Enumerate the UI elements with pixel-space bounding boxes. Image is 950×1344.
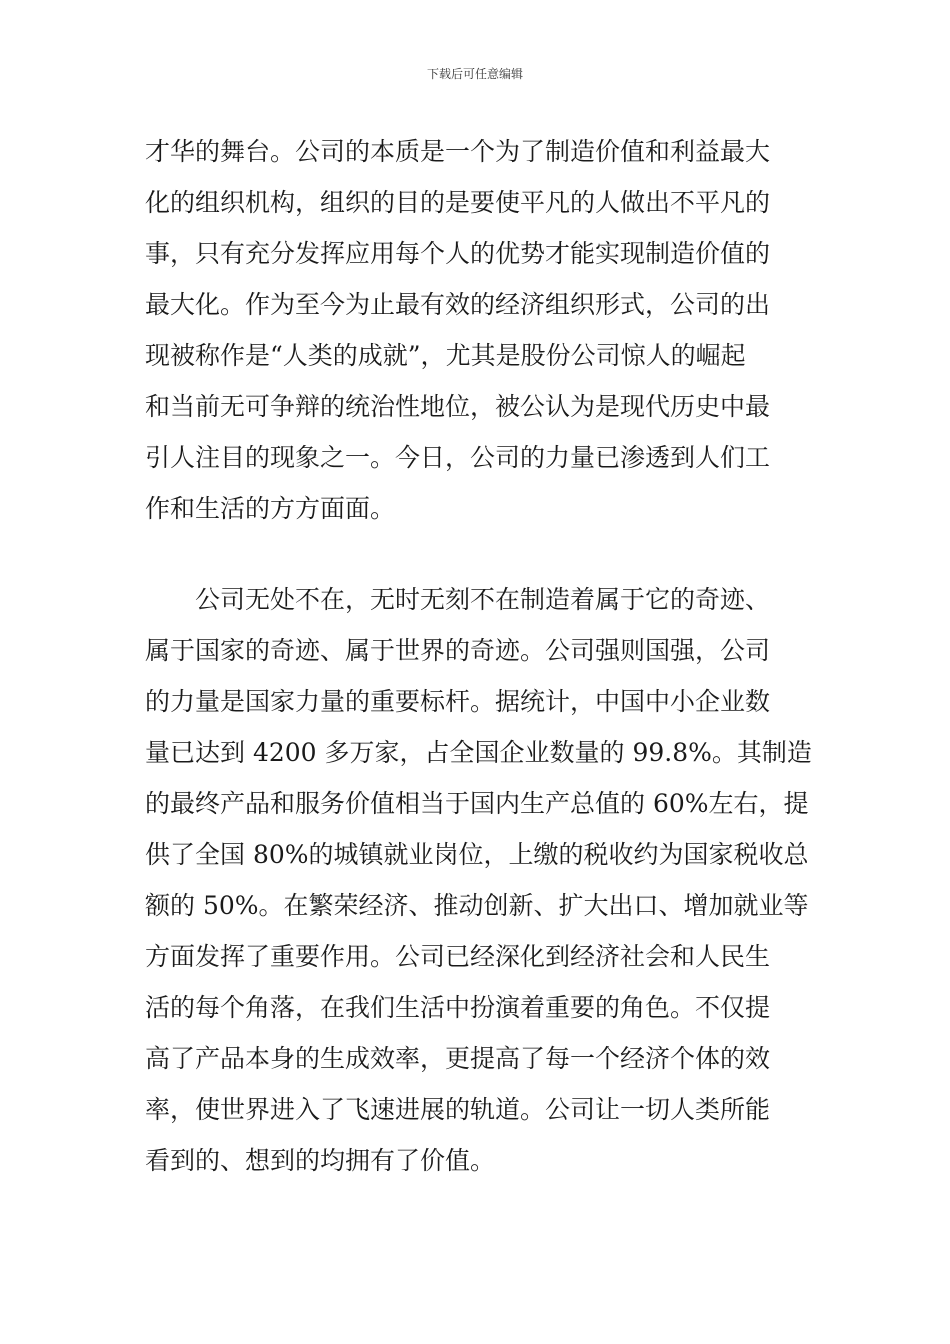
text-line: 才华的舞台。公司的本质是一个为了制造价值和利益最大 bbox=[145, 137, 771, 166]
text-line: 属于国家的奇迹、属于世界的奇迹。公司强则国强，公司 bbox=[145, 636, 771, 665]
text-line: 高了产品本身的生成效率，更提高了每一个经济个体的效 bbox=[145, 1044, 771, 1073]
text-line: 和当前无可争辩的统治性地位，被公认为是现代历史中最 bbox=[145, 392, 771, 421]
text-line: 活的每个角落，在我们生活中扮演着重要的角色。不仅提 bbox=[145, 993, 771, 1022]
text-line: 事，只有充分发挥应用每个人的优势才能实现制造价值的 bbox=[145, 239, 771, 268]
text-line: 看到的、想到的均拥有了价值。 bbox=[145, 1146, 496, 1175]
text-line: 化的组织机构，组织的目的是要使平凡的人做出不平凡的 bbox=[145, 188, 771, 217]
text-line: 最大化。作为至今为止最有效的经济组织形式，公司的出 bbox=[145, 290, 771, 319]
page-header: 下载后可任意编辑 bbox=[426, 67, 523, 81]
paragraph-2 bbox=[145, 574, 810, 1186]
text-line: 的最终产品和服务价值相当于国内生产总值的 60%左右，提 bbox=[145, 789, 809, 818]
text-line: 引人注目的现象之一。今日，公司的力量已渗透到人们工 bbox=[145, 443, 771, 472]
text-line: 公司无处不在，无时无刻不在制造着属于它的奇迹、 bbox=[195, 585, 771, 614]
paragraph-1 bbox=[145, 126, 810, 534]
text-line: 的力量是国家力量的重要标杆。据统计，中国中小企业数 bbox=[145, 687, 771, 716]
text-line: 供了全国 80%的城镇就业岗位，上缴的税收约为国家税收总 bbox=[145, 840, 809, 869]
text-line: 率，使世界进入了飞速进展的轨道。公司让一切人类所能 bbox=[145, 1095, 771, 1124]
text-line: 额的 50%。在繁荣经济、推动创新、扩大出口、增加就业等 bbox=[145, 891, 809, 920]
text-line: 方面发挥了重要作用。公司已经深化到经济社会和人民生 bbox=[145, 942, 771, 971]
text-line: 量已达到 4200 多万家，占全国企业数量的 99.8%。其制造 bbox=[145, 738, 812, 767]
text-line: 现被称作是“人类的成就”，尤其是股份公司惊人的崛起 bbox=[145, 341, 746, 370]
text-line: 作和生活的方方面面。 bbox=[145, 494, 396, 523]
